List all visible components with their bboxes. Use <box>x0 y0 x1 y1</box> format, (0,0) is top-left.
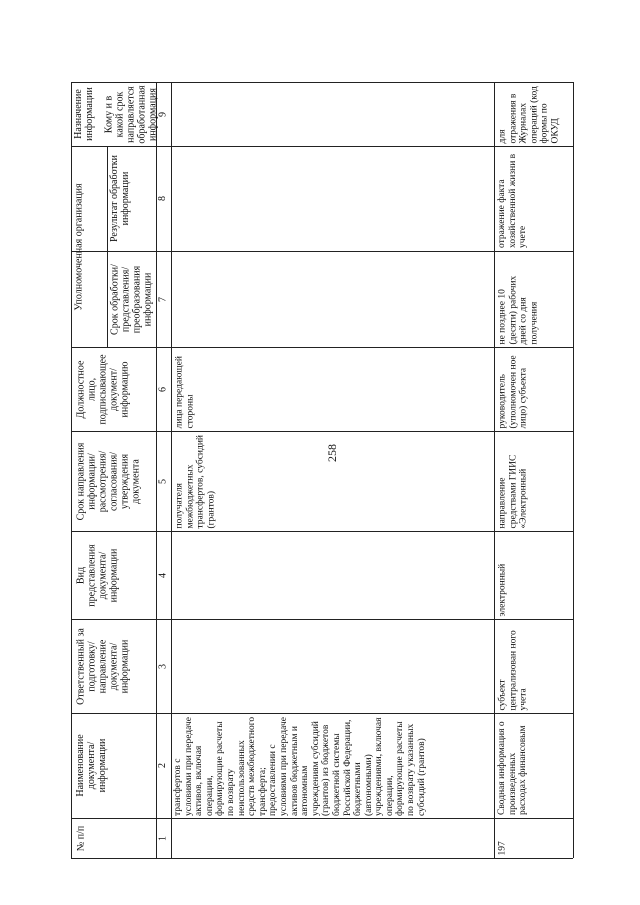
table-rule <box>71 858 573 859</box>
table-rule <box>71 251 573 252</box>
header-col9-title: Назначение информации <box>73 87 95 141</box>
column-number: 5 <box>157 478 168 484</box>
row2-no: 197 <box>497 840 507 855</box>
row2-official: руководитель (уполномочен ное лицо) субъекта <box>497 354 529 428</box>
table-rule <box>171 82 172 858</box>
table-rule <box>71 82 573 83</box>
row2-result: отражение факта хозяйственной жизни в учете <box>497 153 529 248</box>
row2-recipient: для отражения в Журналах операций (код формы по ОКУД <box>497 85 560 143</box>
header-col3: Ответственный за подготовку/ направление документа/ информации <box>75 627 130 705</box>
row2-name: Сводная информация о произведенных расходах финансовым <box>497 721 529 815</box>
column-number: 3 <box>157 663 168 669</box>
column-number: 7 <box>157 296 168 302</box>
table-rule <box>573 82 574 858</box>
row1-term: получателя межбюджетных трансфертов, субсидий (грантов) <box>174 434 216 528</box>
table-rule <box>71 818 573 819</box>
page-number: 258 <box>325 444 339 462</box>
column-number: 6 <box>157 386 168 392</box>
table-rule <box>107 146 108 347</box>
table-rule <box>107 146 573 147</box>
column-number: 4 <box>157 572 168 578</box>
table-rule <box>71 531 573 532</box>
row1-type <box>174 534 491 616</box>
row1-responsible <box>174 622 491 710</box>
header-col2: Наименование документа/ информации <box>75 734 108 797</box>
row2-responsible: субъект централизован ного учета <box>497 629 529 710</box>
row1-processing-term <box>174 254 491 344</box>
row2-type: электронный <box>497 563 507 616</box>
header-col6: Должностное лицо, подписывающее документ/ информацию <box>75 353 130 425</box>
column-number: 9 <box>157 111 168 117</box>
header-col1: № п/п <box>75 825 86 851</box>
header-col4: Вид представления документа/ информации <box>75 543 119 607</box>
column-number: 8 <box>157 196 168 201</box>
row1-result <box>174 149 491 248</box>
table-rule <box>71 82 72 858</box>
table-rule <box>71 431 573 432</box>
table-rule <box>494 82 495 858</box>
row1-recipient <box>174 85 491 143</box>
table-rule <box>71 713 573 714</box>
column-number: 1 <box>157 835 168 841</box>
row1-no <box>174 821 491 855</box>
table-rule <box>71 146 107 147</box>
table-rule <box>71 347 573 348</box>
document-table <box>71 82 573 858</box>
header-col9-sub: Кому и в какой срок направляется обработанная информация <box>103 84 158 144</box>
header-col8: Результат обработки информации <box>109 154 131 243</box>
column-number: 2 <box>157 763 168 768</box>
header-col7: Срок обработки/ представления/ преобразования информации <box>109 263 153 335</box>
row1-name: трансфертов с условиями при передаче активов, включая операции, формирующие расчеты по возврату неиспользованных средств межбюджетного трансферта; предоставлении с условиями при передаче активов бюджетным и автономным учреждениям субсидий (грантов) из бюджетов бюджетной системы Российской Федерации, бюджетными (автономными) учреждениями, включая операции, формирующие расчеты по возврату указанных субсидий (грантов) <box>173 716 427 816</box>
table-rule <box>71 619 573 620</box>
header-col5: Срок направления информации/ рассмотрения/ согласования/ утверждения документа <box>75 442 141 520</box>
group-header-authorized-org: Уполномоченная организация <box>73 182 84 311</box>
row2-processing-term: не позднее 10 (десяти) рабочих дней со дня получения <box>497 275 539 344</box>
row2-term: направление средствами ГИИС «Электронный <box>497 454 529 528</box>
row1-official: лица передающей стороны <box>174 355 195 428</box>
